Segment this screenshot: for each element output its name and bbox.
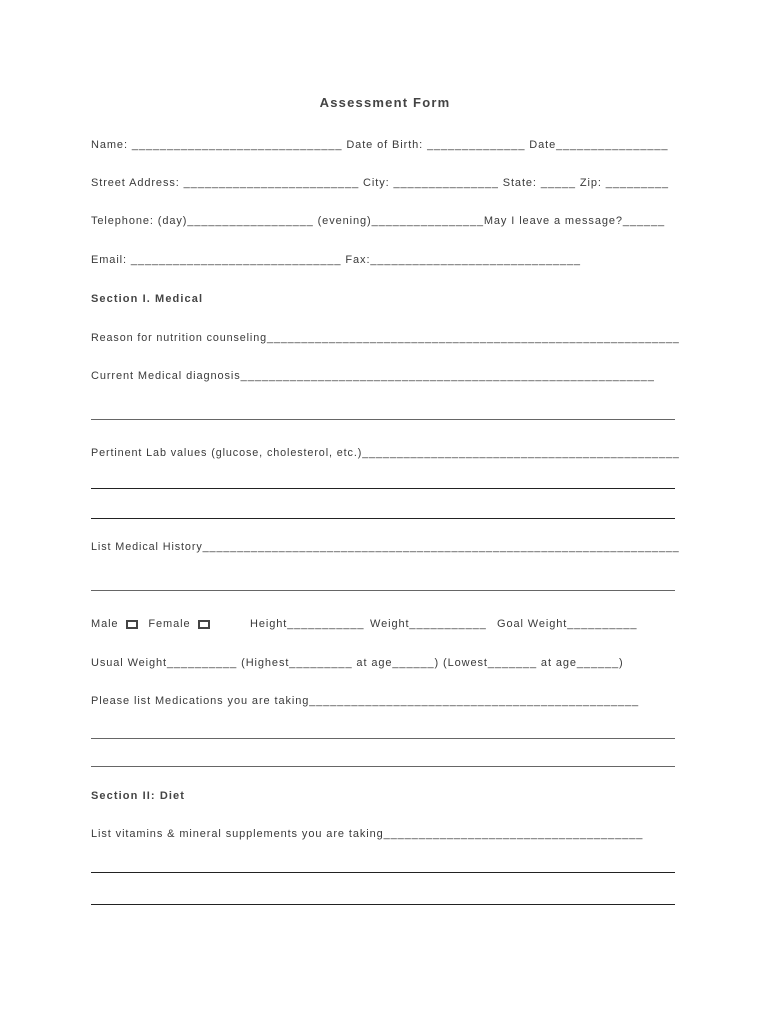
- lab-values-field[interactable]: Pertinent Lab values (glucose, cholesterol, etc.)______________________________________________: [91, 447, 680, 459]
- lab-values-blank-line-2[interactable]: [91, 518, 675, 519]
- male-label: Male: [91, 618, 119, 630]
- female-checkbox[interactable]: [198, 620, 210, 629]
- medical-diagnosis-field[interactable]: Current Medical diagnosis___________________________________________________________: [91, 370, 655, 382]
- address-row[interactable]: Street Address: _________________________ City: _______________ State: _____ Zip: _________: [91, 177, 669, 189]
- lab-values-blank-line-1[interactable]: [91, 488, 675, 489]
- medications-blank-line-2[interactable]: [91, 766, 675, 767]
- vitamins-blank-line-1[interactable]: [91, 872, 675, 873]
- sex-height-weight-row: [91, 617, 210, 631]
- medications-blank-line-1[interactable]: [91, 738, 675, 739]
- section-medical-heading: Section I. Medical: [91, 293, 204, 305]
- section-diet-heading: Section II: Diet: [91, 790, 185, 802]
- name-dob-date-row[interactable]: Name: ______________________________ Date of Birth: ______________ Date________________: [91, 139, 669, 151]
- usual-weight-row[interactable]: Usual Weight__________ (Highest_________ at age______) (Lowest_______ at age______): [91, 657, 624, 669]
- male-checkbox[interactable]: [126, 620, 138, 629]
- vitamins-field[interactable]: List vitamins & mineral supplements you are taking_____________________________________: [91, 828, 644, 840]
- height-field[interactable]: Height___________: [250, 618, 365, 630]
- form-title: Assessment Form: [319, 95, 451, 110]
- medications-field[interactable]: Please list Medications you are taking_______________________________________________: [91, 695, 640, 707]
- goal-weight-field[interactable]: Goal Weight__________: [497, 618, 638, 630]
- female-label: Female: [148, 618, 191, 630]
- reason-for-counseling-field[interactable]: Reason for nutrition counseling____________________________________________________________: [91, 332, 680, 344]
- weight-field[interactable]: Weight___________: [370, 618, 487, 630]
- medical-history-field[interactable]: List Medical History_____________________________________________________________________: [91, 541, 680, 553]
- diagnosis-blank-line[interactable]: [91, 419, 675, 420]
- vitamins-blank-line-2[interactable]: [91, 904, 675, 905]
- email-fax-row[interactable]: Email: ______________________________ Fax:______________________________: [91, 254, 581, 266]
- medical-history-blank-line[interactable]: [91, 590, 675, 591]
- telephone-row[interactable]: Telephone: (day)__________________ (evening)________________May I leave a message?______: [91, 215, 665, 227]
